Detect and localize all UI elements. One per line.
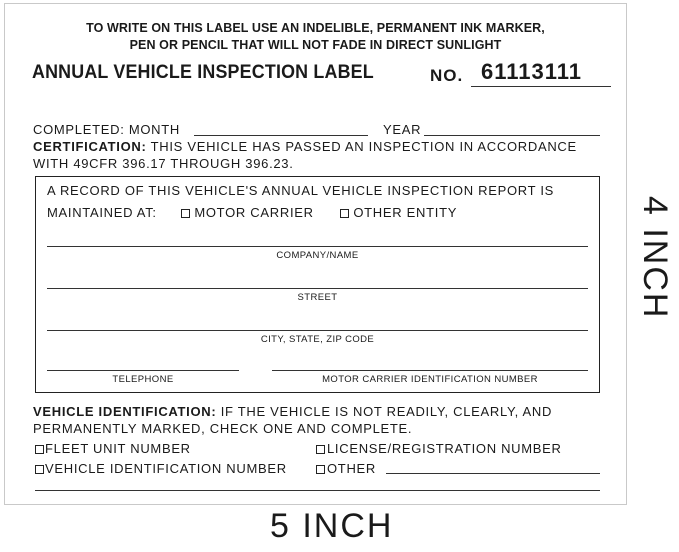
year-label: YEAR xyxy=(383,122,422,137)
instruction-line-2: PEN OR PENCIL THAT WILL NOT FADE IN DIRECT SUNLIGHT xyxy=(129,38,502,52)
mcid-field[interactable] xyxy=(272,370,588,371)
other-label: OTHER xyxy=(327,461,376,476)
completed-month-label: COMPLETED: MONTH xyxy=(33,122,180,137)
other-field[interactable] xyxy=(386,473,600,474)
motor-carrier-checkbox[interactable] xyxy=(181,209,190,218)
city-caption: CITY, STATE, ZIP CODE xyxy=(260,334,375,345)
number-underline xyxy=(471,86,611,87)
license-label: LICENSE/REGISTRATION NUMBER xyxy=(327,441,562,456)
certification-text-2: WITH 49CFR 396.17 THROUGH 396.23. xyxy=(33,156,294,171)
street-field[interactable] xyxy=(47,288,588,289)
inspection-label xyxy=(4,3,627,505)
other-entity-checkbox[interactable] xyxy=(340,209,349,218)
vin-checkbox[interactable] xyxy=(35,465,44,474)
vin-label: VEHICLE IDENTIFICATION NUMBER xyxy=(45,461,287,476)
motor-carrier-label: MOTOR CARRIER xyxy=(194,205,314,220)
width-dimension: 5 INCH xyxy=(270,507,394,545)
certification-label: CERTIFICATION: xyxy=(33,139,147,154)
vehicle-id-field[interactable] xyxy=(35,490,600,491)
vehicle-id-label: VEHICLE IDENTIFICATION: xyxy=(33,404,217,419)
city-field[interactable] xyxy=(47,330,588,331)
mcid-caption: MOTOR CARRIER IDENTIFICATION NUMBER xyxy=(322,374,538,385)
license-checkbox[interactable] xyxy=(316,445,325,454)
company-field[interactable] xyxy=(47,246,588,247)
label-title: ANNUAL VEHICLE INSPECTION LABEL xyxy=(32,62,374,83)
maintained-at-label: MAINTAINED AT: xyxy=(47,205,157,220)
instruction-line-1: TO WRITE ON THIS LABEL USE AN INDELIBLE, PERMANENT INK MARKER, xyxy=(86,21,545,35)
telephone-field[interactable] xyxy=(47,370,239,371)
label-number: 61113111 xyxy=(481,59,583,84)
other-entity-label: OTHER ENTITY xyxy=(353,205,458,220)
fleet-unit-checkbox[interactable] xyxy=(35,445,44,454)
telephone-caption: TELEPHONE xyxy=(112,374,174,385)
number-label: NO. xyxy=(430,66,464,85)
other-checkbox[interactable] xyxy=(316,465,325,474)
vehicle-id-text-1: IF THE VEHICLE IS NOT READILY, CLEARLY, AND xyxy=(220,404,553,419)
company-caption: COMPANY/NAME xyxy=(276,250,359,261)
certification-text-1: THIS VEHICLE HAS PASSED AN INSPECTION IN ACCORDANCE xyxy=(150,139,577,154)
record-text: A RECORD OF THIS VEHICLE'S ANNUAL VEHICLE INSPECTION REPORT IS xyxy=(47,183,555,198)
height-dimension: 4 INCH xyxy=(636,196,674,320)
year-field[interactable] xyxy=(424,135,600,136)
record-box xyxy=(35,176,600,393)
fleet-unit-label: FLEET UNIT NUMBER xyxy=(45,441,191,456)
month-field[interactable] xyxy=(194,135,368,136)
street-caption: STREET xyxy=(297,292,338,303)
vehicle-id-text-2: PERMANENTLY MARKED, CHECK ONE AND COMPLETE. xyxy=(33,421,413,436)
